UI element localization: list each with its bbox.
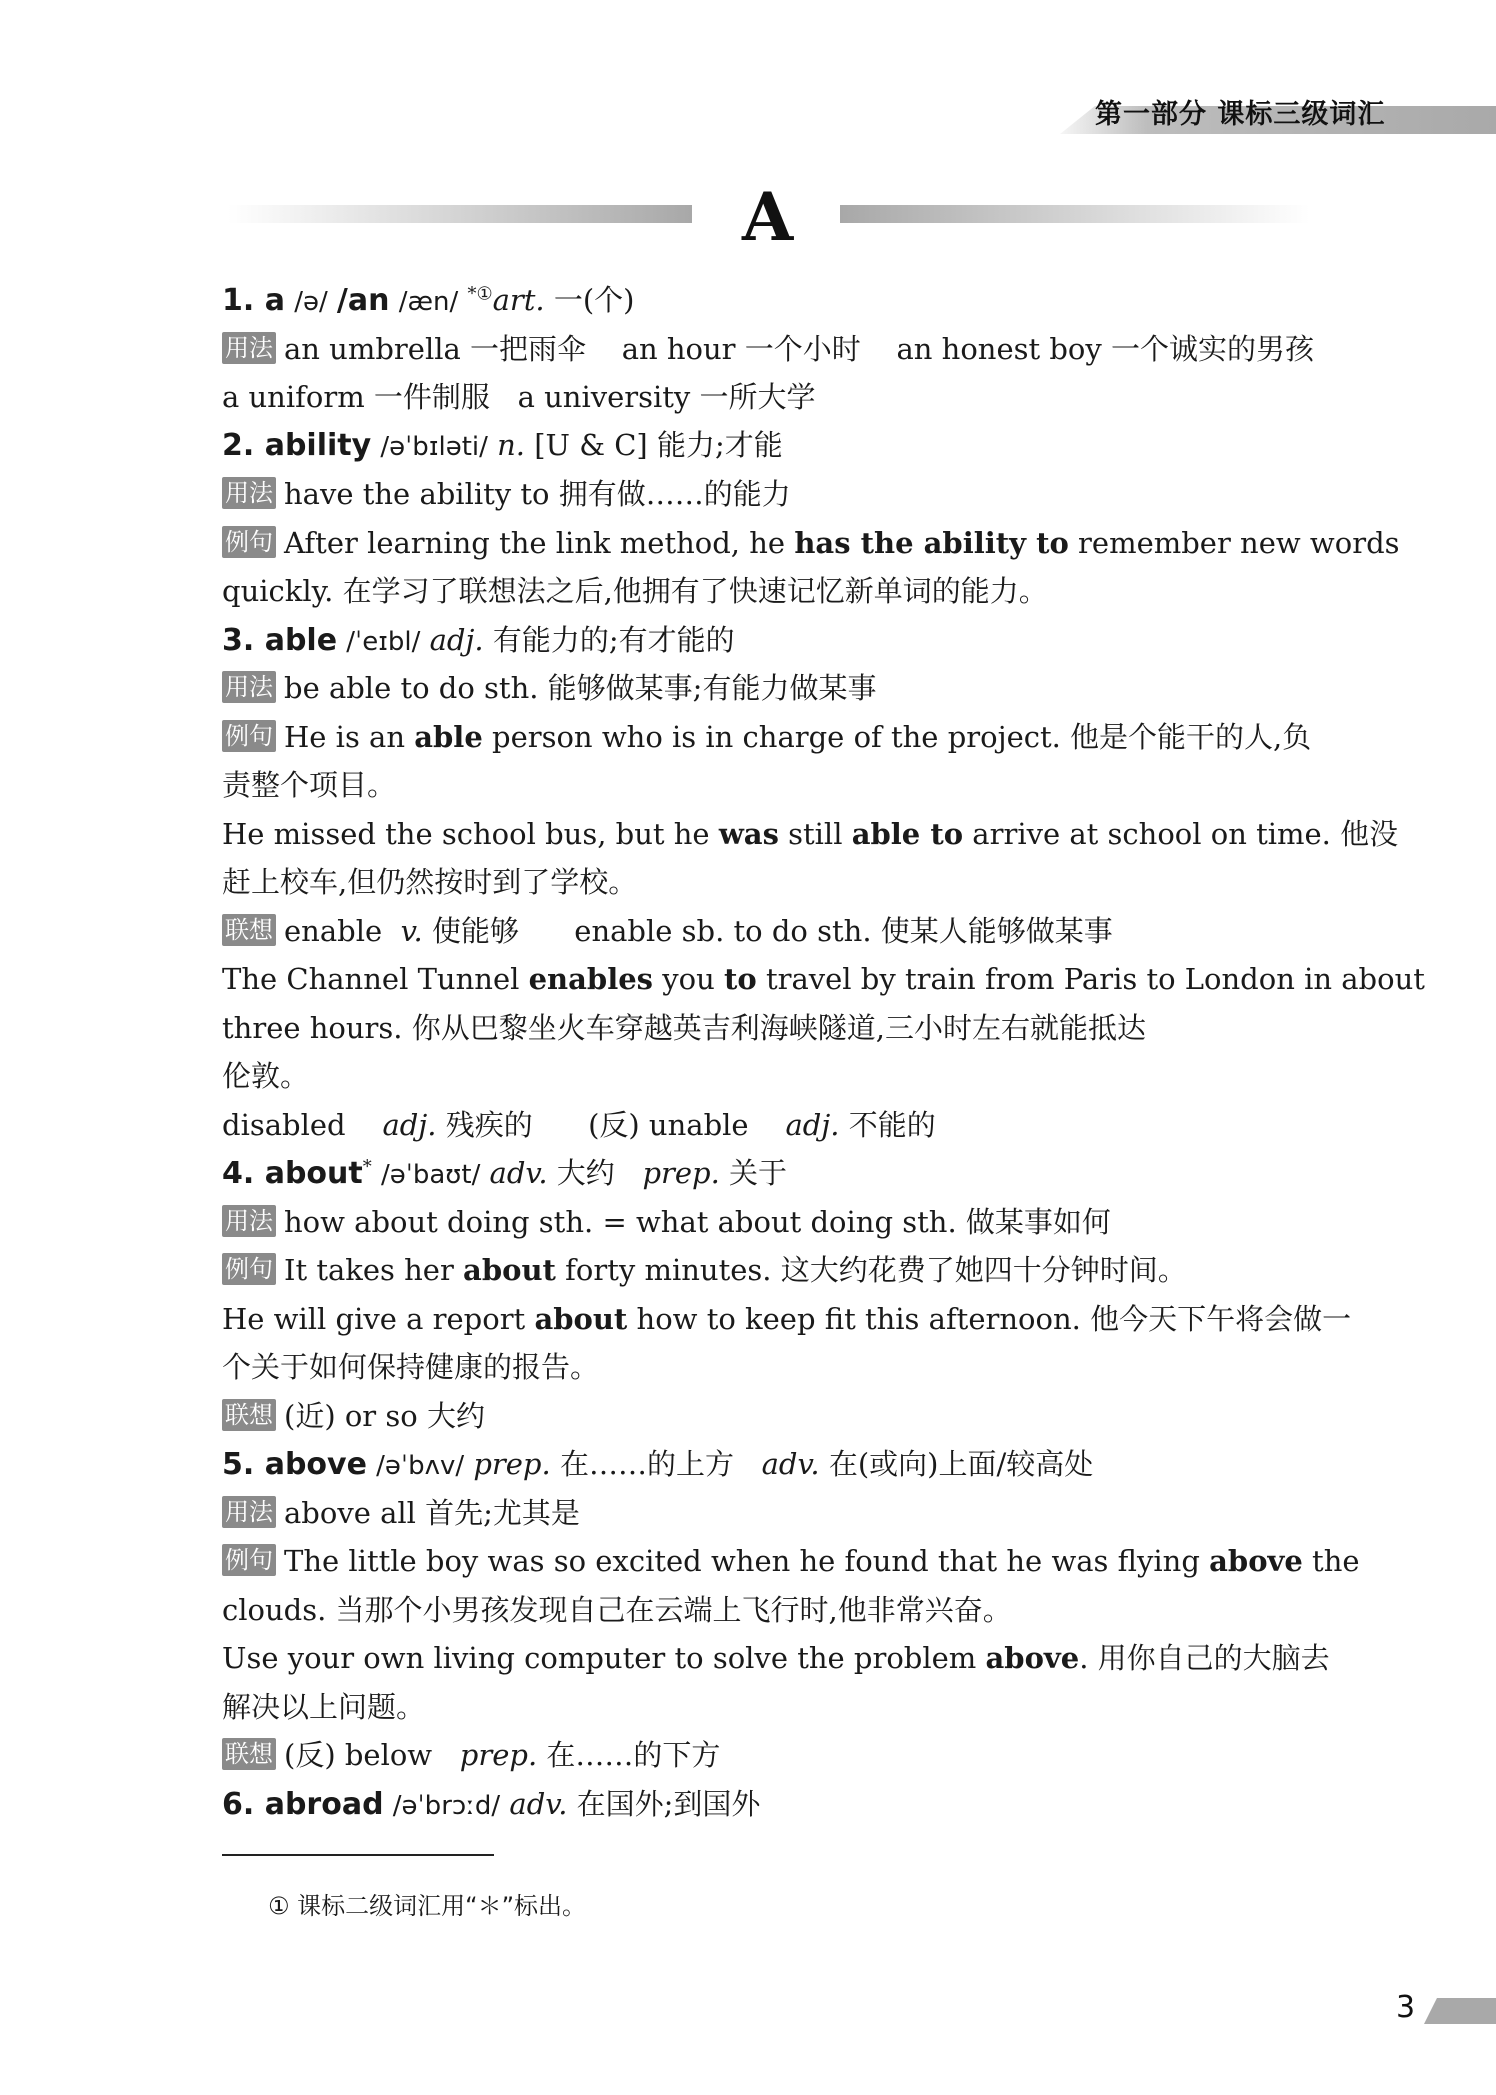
example-tag: 例句 xyxy=(222,720,276,752)
example-line: He will give a report about how to keep fit this afternoon. 他今天下午将会做一 xyxy=(222,1302,1352,1336)
related-tag: 联想 xyxy=(222,914,276,946)
example-line: 例句 The little boy was so excited when he found that he was flying above the xyxy=(222,1538,1314,1584)
example-line: 个关于如何保持健康的报告。 xyxy=(222,1350,600,1384)
usage-line: 用法 have the ability to 拥有做……的能力 xyxy=(222,471,1314,517)
example-line: The Channel Tunnel enables you to travel by train from Paris to London in about xyxy=(222,962,1425,996)
example-line: Use your own living computer to solve the problem above. 用你自己的大脑去 xyxy=(222,1641,1330,1675)
usage-tag: 用法 xyxy=(222,1205,276,1237)
example-line: quickly. 在学习了联想法之后,他拥有了快速记忆新单词的能力。 xyxy=(222,574,1048,608)
entry-headword-line: 3. able /ˈeɪbl/ adj. 有能力的;有才能的 xyxy=(222,623,735,658)
related-line: 联想 (近) or so 大约 xyxy=(222,1393,1314,1439)
usage-line: 用法 be able to do sth. 能够做某事;有能力做某事 xyxy=(222,665,1314,711)
usage-line: 用法 above all 首先;尤其是 xyxy=(222,1490,1314,1536)
entry-headword-line: 5. above /əˈbʌv/ prep. 在……的上方 adv. 在(或向)上面/较高处 xyxy=(222,1447,1094,1482)
usage-line: a uniform 一件制服 a university 一所大学 xyxy=(222,380,816,414)
related-line: 联想 enable v. 使能够 enable sb. to do sth. 使某人能够做某事 xyxy=(222,908,1314,954)
example-line: 例句 He is an able person who is in charge of the project. 他是个能干的人,负 xyxy=(222,714,1314,760)
related-line: 联想 (反) below prep. 在……的下方 xyxy=(222,1732,1314,1778)
example-line: 伦敦。 xyxy=(222,1059,310,1093)
page-number-bar xyxy=(1424,1998,1496,2024)
related-tag: 联想 xyxy=(222,1399,276,1431)
example-line: 例句 It takes her about forty minutes. 这大约花费了她四十分钟时间。 xyxy=(222,1247,1314,1293)
related-line: disabled adj. 残疾的 (反) unable adj. 不能的 xyxy=(222,1108,936,1142)
running-header: 第一部分 课标三级词汇 xyxy=(1095,99,1386,130)
example-line: He missed the school bus, but he was still able to arrive at school on time. 他没 xyxy=(222,817,1399,851)
section-deco-left xyxy=(228,205,692,223)
example-tag: 例句 xyxy=(222,1544,276,1576)
usage-line: 用法 an umbrella 一把雨伞 an hour 一个小时 an honest boy 一个诚实的男孩 xyxy=(222,326,1314,372)
usage-tag: 用法 xyxy=(222,1496,276,1528)
example-tag: 例句 xyxy=(222,1253,276,1285)
example-line: 例句 After learning the link method, he has the ability to remember new words xyxy=(222,520,1314,566)
entry-headword-line: 4. about* /əˈbaʊt/ adv. 大约 prep. 关于 xyxy=(222,1156,788,1191)
example-line: 赶上校车,但仍然按时到了学校。 xyxy=(222,865,638,899)
section-letter: A xyxy=(742,178,794,256)
usage-tag: 用法 xyxy=(222,671,276,703)
example-line: 解决以上问题。 xyxy=(222,1690,426,1724)
entry-headword-line: 6. abroad /əˈbrɔːd/ adv. 在国外;到国外 xyxy=(222,1787,761,1822)
example-line: 责整个项目。 xyxy=(222,768,397,802)
footnote-rule xyxy=(222,1854,494,1856)
usage-tag: 用法 xyxy=(222,477,276,509)
example-line: three hours. 你从巴黎坐火车穿越英吉利海峡隧道,三小时左右就能抵达 xyxy=(222,1011,1146,1045)
usage-tag: 用法 xyxy=(222,332,276,364)
page-number: 3 xyxy=(1396,1990,1416,2025)
entry-headword-line: 2. ability /əˈbɪləti/ n. [U & C] 能力;才能 xyxy=(222,428,783,463)
usage-line: 用法 how about doing sth. = what about doing sth. 做某事如何 xyxy=(222,1199,1314,1245)
related-tag: 联想 xyxy=(222,1738,276,1770)
section-deco-right xyxy=(840,205,1310,223)
example-line: clouds. 当那个小男孩发现自己在云端上飞行时,他非常兴奋。 xyxy=(222,1593,1012,1627)
footnote: ① 课标二级词汇用“＊”标出。 xyxy=(268,1892,587,1920)
example-tag: 例句 xyxy=(222,526,276,558)
entry-headword-line: 1. a /ə/ /an /æn/ *①art. 一(个) xyxy=(222,283,635,318)
